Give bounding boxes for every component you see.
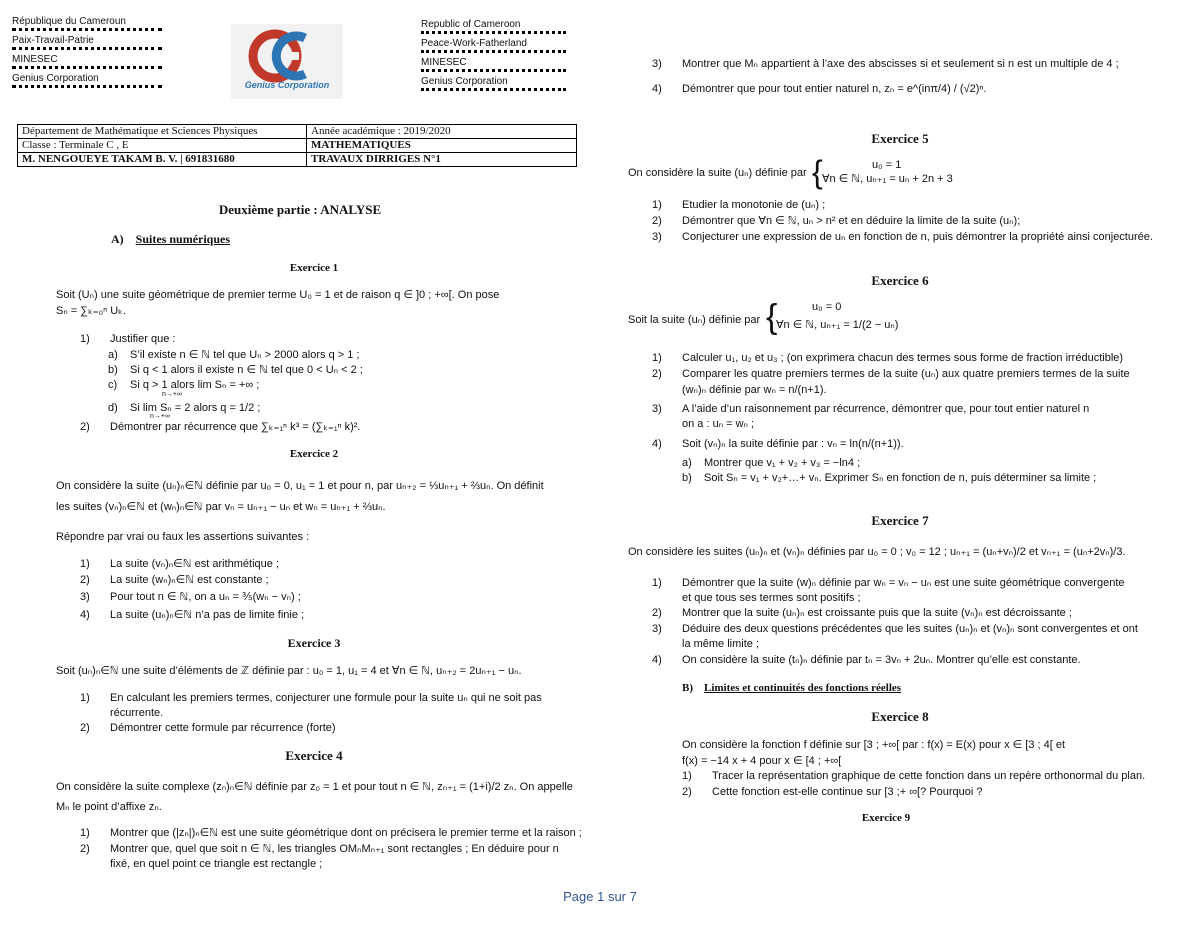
- table-cell: M. NENGOUEYE TAKAM B. V. | 691831680: [18, 153, 307, 167]
- table-cell: Année académique : 2019/2020: [307, 125, 577, 139]
- list-item: 1) Démontrer que la suite (w)ₙ définie par wₙ = vₙ − uₙ est une suite géométrique convergente: [652, 577, 1125, 589]
- list-item: a) S’il existe n ∈ ℕ tel que Uₙ > 2000 alors q > 1 ;: [108, 349, 360, 361]
- list-item: 1) En calculant les premiers termes, conjecturer une formule pour la suite uₙ qui ne soit pas: [80, 692, 542, 704]
- header-left-line-3: MINESEC: [12, 54, 58, 65]
- table-cell: Classe : Terminale C , E: [18, 139, 307, 153]
- list-item: 4) Démontrer que pour tout entier naturel n, zₙ = e^(inπ/4) / (√2)ⁿ.: [652, 83, 987, 95]
- exercise-3-intro: Soit (uₙ)ₙ∈ℕ une suite d’éléments de ℤ définie par : u₀ = 1, u₁ = 4 et ∀n ∈ ℕ, uₙ₊₂ = 2uₙ₊₁ − uₙ.: [56, 665, 522, 677]
- list-item: 4) La suite (uₙ)ₙ∈ℕ n’a pas de limite finie ;: [80, 609, 305, 621]
- dotted-divider: [12, 28, 162, 31]
- brace-glyph: {: [766, 298, 778, 336]
- list-item: 2) Montrer que, quel que soit n ∈ ℕ, les triangles OMₙMₙ₊₁ sont rectangles ; En déduire pour n: [80, 843, 559, 855]
- system-line: u₀ = 1: [872, 159, 902, 171]
- list-item: fixé, en quel point ce triangle est rectangle ;: [110, 858, 323, 870]
- dotted-divider: [12, 47, 162, 50]
- table-row: [18, 139, 577, 153]
- section-title: Suites numériques: [135, 232, 231, 246]
- dotted-divider: [421, 31, 566, 34]
- list-item: 1) Montrer que (|zₙ|)ₙ∈ℕ est une suite géométrique dont on précisera le premier terme et la raison ;: [80, 827, 582, 839]
- part-title: Deuxième partie : ANALYSE: [218, 202, 382, 217]
- exercise-5-title: Exercice 5: [871, 131, 929, 146]
- list-item: 2) Démontrer par récurrence que ∑ₖ₌₁ⁿ k³ = (∑ₖ₌₁ⁿ k)².: [80, 421, 361, 433]
- list-item: 2) Montrer que la suite (uₙ)ₙ est croissante puis que la suite (vₙ)ₙ est décroissante ;: [652, 607, 1072, 619]
- section-title: Limites et continuités des fonctions réelles: [704, 682, 902, 694]
- list-item: c) Si q > 1 alors lim Sₙ = +∞ ;: [108, 379, 260, 391]
- exercise-4-intro: Mₙ le point d’affixe zₙ.: [56, 801, 162, 813]
- table-row: [18, 153, 577, 167]
- list-item: 3) Pour tout n ∈ ℕ, on a uₙ = ⅗(wₙ − vₙ) ;: [80, 591, 301, 603]
- list-item: b) Soit Sₙ = v₁ + v₂+…+ vₙ. Exprimer Sₙ en fonction de n, puis déterminer sa limite ;: [682, 472, 1097, 484]
- list-item: 4) On considère la suite (tₙ)ₙ définie par tₙ = 3vₙ + 2uₙ. Montrer qu’elle est constante.: [652, 654, 1081, 666]
- list-item: 1) Tracer la représentation graphique de cette fonction dans un repère orthonormal du plan.: [682, 770, 1146, 782]
- system-line: ∀n ∈ ℕ, uₙ₊₁ = uₙ + 2n + 3: [822, 173, 953, 185]
- exercise-8-intro: f(x) = −14 x + 4 pour x ∈ [4 ; +∞[: [682, 755, 842, 767]
- list-item: b) Si q < 1 alors il existe n ∈ ℕ tel que 0 < Uₙ < 2 ;: [108, 364, 363, 376]
- dotted-divider: [12, 85, 162, 88]
- list-item: 1) La suite (vₙ)ₙ∈ℕ est arithmétique ;: [80, 558, 279, 570]
- exercise-5-intro: On considère la suite (uₙ) définie par: [628, 167, 807, 179]
- exercise-7-intro: On considère les suites (uₙ)ₙ et (vₙ)ₙ définies par u₀ = 0 ; v₀ = 12 ; uₙ₊₁ = (uₙ+vₙ)/2 et vₙ₊₁ = (uₙ+2vₙ)/3.: [628, 546, 1126, 558]
- exercise-7-title: Exercice 7: [871, 513, 929, 528]
- exercise-1-intro: Soit (Uₙ) une suite géométrique de premier terme U₀ = 1 et de raison q ∈ ]0 ; +∞[. On pose: [56, 289, 500, 301]
- list-item: 2) Démontrer cette formule par récurrence (forte): [80, 722, 336, 734]
- list-item: 2) Démontrer que ∀n ∈ ℕ, uₙ > n² et en déduire la limite de la suite (uₙ);: [652, 215, 1021, 227]
- dotted-divider: [421, 88, 566, 91]
- section-label: A): [111, 232, 124, 246]
- exercise-4-title: Exercice 4: [285, 748, 343, 763]
- list-item: 2) Cette fonction est-elle continue sur [3 ;+ ∞[? Pourquoi ?: [682, 786, 983, 798]
- exercise-2-intro: On considère la suite (uₙ)ₙ∈ℕ définie par u₀ = 0, u₁ = 1 et pour n, par uₙ₊₂ = ⅓uₙ₊₁ + ⅔uₙ. On définit: [56, 480, 544, 492]
- table-row: [18, 125, 577, 139]
- dotted-divider: [12, 66, 162, 69]
- exercise-2-intro: les suites (vₙ)ₙ∈ℕ et (wₙ)ₙ∈ℕ par vₙ = uₙ₊₁ − uₙ et wₙ = uₙ₊₁ + ⅔uₙ.: [56, 501, 386, 513]
- section-label: B): [682, 682, 693, 694]
- limit-subscript: n→+∞: [162, 391, 182, 398]
- exercise-8-title: Exercice 8: [871, 709, 929, 724]
- dotted-divider: [421, 50, 566, 53]
- list-item: 1) Calculer u₁, u₂ et u₃ ; (on exprimera chacun des termes sous forme de fraction irréductible): [652, 352, 1124, 364]
- section-a-heading: [111, 232, 230, 247]
- list-item: a) Montrer que v₁ + v₂ + v₃ = −ln4 ;: [682, 457, 861, 469]
- genius-corporation-logo: [231, 24, 343, 99]
- header-left-line-1: République du Cameroun: [12, 16, 126, 27]
- list-item: 1) Justifier que :: [80, 333, 176, 345]
- list-item: (wₙ)ₙ définie par wₙ = n/(n+1).: [682, 384, 827, 396]
- exercise-6-title: Exercice 6: [871, 273, 929, 288]
- exercise-1-intro: Sₙ = ∑ₖ₌₀ⁿ Uₖ.: [56, 305, 126, 317]
- header-right-line-1: Republic of Cameroon: [421, 19, 521, 30]
- list-item: 3) Déduire des deux questions précédentes que les suites (uₙ)ₙ et (vₙ)ₙ sont convergentes et ont: [652, 623, 1138, 635]
- system-line: u₀ = 0: [812, 301, 842, 313]
- table-cell: MATHEMATIQUES: [307, 139, 577, 153]
- limit-subscript: n→+∞: [150, 413, 170, 420]
- list-item: 3) Conjecturer une expression de uₙ en fonction de n, puis démontrer la propriété ainsi conjecturée.: [652, 231, 1153, 243]
- list-item: 3) Montrer que Mₙ appartient à l’axe des abscisses si et seulement si n est un multiple de 4 ;: [652, 58, 1119, 70]
- dotted-divider: [421, 69, 566, 72]
- brace-glyph: {: [812, 154, 823, 190]
- course-info-table: [17, 124, 577, 167]
- list-item: la même limite ;: [682, 638, 760, 650]
- page-number: Page 1 sur 7: [563, 889, 637, 904]
- list-item: 3) A l’aide d’un raisonnement par récurrence, démontrer que, pour tout entier naturel n: [652, 403, 1090, 415]
- exercise-2-prompt: Répondre par vrai ou faux les assertions suivantes :: [56, 531, 310, 543]
- list-item: on a : uₙ = wₙ ;: [682, 418, 755, 430]
- table-cell: Département de Mathématique et Sciences Physiques: [18, 125, 307, 139]
- list-item: 4) Soit (vₙ)ₙ la suite définie par : vₙ = ln(n/(n+1)).: [652, 438, 904, 450]
- list-item: 2) Comparer les quatre premiers termes de la suite (uₙ) aux quatre premiers termes de la suite: [652, 368, 1130, 380]
- header-right-line-4: Genius Corporation: [421, 76, 508, 87]
- header-right-line-3: MINESEC: [421, 57, 467, 68]
- system-line: ∀n ∈ ℕ, uₙ₊₁ = 1/(2 − uₙ): [776, 319, 899, 331]
- header-right-line-2: Peace-Work-Fatherland: [421, 38, 527, 49]
- exercise-9-title: Exercice 9: [861, 812, 911, 824]
- list-item: récurrente.: [110, 707, 164, 719]
- exercise-6-intro: Soit la suite (uₙ) définie par: [628, 314, 761, 326]
- header-left-line-2: Paix-Travail-Patrie: [12, 35, 94, 46]
- exercise-8-intro: On considère la fonction f définie sur [3 ; +∞[ par : f(x) = E(x) pour x ∈ [3 ; 4[ et: [682, 739, 1066, 751]
- exercise-1-title: Exercice 1: [289, 262, 339, 274]
- list-item: et que tous ses termes sont positifs ;: [682, 592, 861, 604]
- list-item: d) Si lim Sₙ = 2 alors q = 1/2 ;: [108, 402, 261, 414]
- list-item: 2) La suite (wₙ)ₙ∈ℕ est constante ;: [80, 574, 269, 586]
- header-left-line-4: Genius Corporation: [12, 73, 99, 84]
- list-item: 1) Etudier la monotonie de (uₙ) ;: [652, 199, 826, 211]
- exercise-3-title: Exercice 3: [287, 636, 341, 650]
- exercise-2-title: Exercice 2: [289, 448, 339, 460]
- table-cell: TRAVAUX DIRRIGES N°1: [307, 153, 577, 167]
- logo-caption: Genius Corporation: [244, 80, 330, 90]
- section-b-heading: [682, 682, 901, 694]
- exercise-4-intro: On considère la suite complexe (zₙ)ₙ∈ℕ définie par z₀ = 1 et pour tout n ∈ ℕ, zₙ₊₁ = (1+i)/2 zₙ. On appelle: [56, 781, 573, 793]
